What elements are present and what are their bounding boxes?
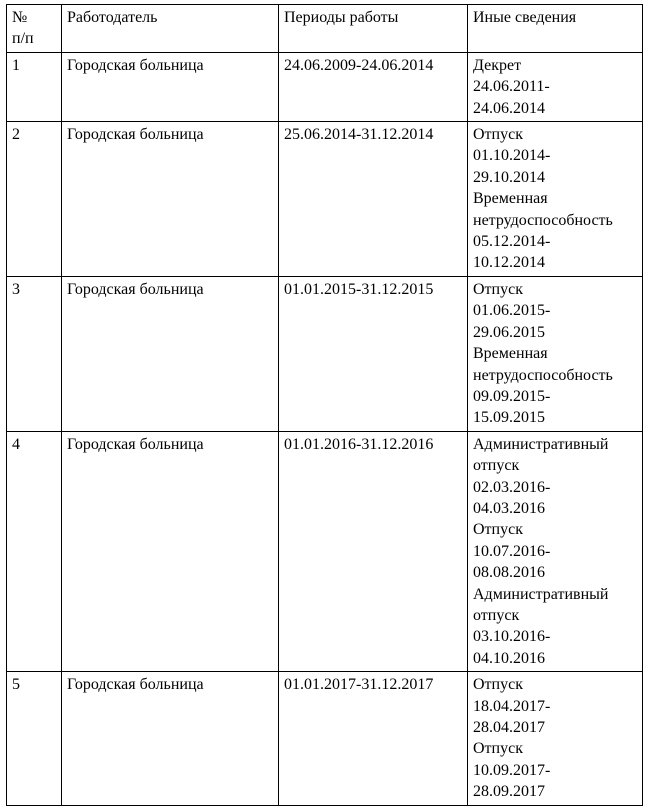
row-employer: Городская больница — [62, 672, 279, 805]
info-line: 28.09.2017 — [473, 783, 545, 801]
info-line: Временная — [473, 190, 548, 208]
table-row — [7, 431, 643, 671]
header-other-info: Иные сведения — [468, 5, 643, 53]
row-number: 3 — [7, 276, 62, 431]
row-other-info — [468, 431, 643, 671]
info-line: 10.12.2014 — [473, 254, 545, 272]
info-line: 05.12.2014- — [473, 233, 551, 251]
row-period: 01.01.2015-31.12.2015 — [279, 276, 468, 431]
info-line: Административный — [473, 585, 609, 603]
row-number: 1 — [7, 52, 62, 121]
row-other-info — [468, 672, 643, 805]
row-other-info — [468, 122, 643, 277]
table-row — [7, 122, 643, 277]
info-line: 08.08.2016 — [473, 564, 545, 582]
info-line: отпуск — [473, 457, 520, 475]
row-other-info — [468, 52, 643, 121]
row-period: 25.06.2014-31.12.2014 — [279, 122, 468, 277]
info-line: Отпуск — [473, 676, 523, 694]
row-other-info — [468, 276, 643, 431]
header-number-line2: п/п — [12, 30, 34, 48]
row-number: 2 — [7, 122, 62, 277]
info-line: 01.10.2014- — [473, 147, 551, 165]
table-row — [7, 276, 643, 431]
info-line: 29.10.2014 — [473, 168, 545, 186]
row-employer: Городская больница — [62, 52, 279, 121]
info-line: 29.06.2015 — [473, 323, 545, 341]
info-line: Отпуск — [473, 280, 523, 298]
info-line: Административный — [473, 435, 609, 453]
header-periods: Периоды работы — [279, 5, 468, 53]
info-line: 10.09.2017- — [473, 761, 551, 779]
info-line: Временная — [473, 345, 548, 363]
info-line: 24.06.2011- — [473, 78, 550, 96]
info-line: Декрет — [473, 56, 522, 74]
info-line: 09.09.2015- — [473, 387, 551, 405]
info-line: нетрудоспособность — [473, 366, 613, 384]
info-line: отпуск — [473, 606, 520, 624]
info-line: 03.10.2016- — [473, 628, 551, 646]
info-line: Отпуск — [473, 740, 523, 758]
header-number — [7, 5, 62, 53]
row-number: 5 — [7, 672, 62, 805]
info-line: Отпуск — [473, 126, 523, 144]
employment-history-table — [6, 4, 643, 806]
row-period: 01.01.2016-31.12.2016 — [279, 431, 468, 671]
info-line: 02.03.2016- — [473, 478, 551, 496]
table-header-row — [7, 5, 643, 53]
row-employer: Городская больница — [62, 431, 279, 671]
row-period: 01.01.2017-31.12.2017 — [279, 672, 468, 805]
header-number-line1: № — [12, 9, 28, 26]
row-period: 24.06.2009-24.06.2014 — [279, 52, 468, 121]
row-employer: Городская больница — [62, 276, 279, 431]
info-line: 04.03.2016 — [473, 499, 545, 517]
info-line: 04.10.2016 — [473, 649, 545, 667]
info-line: 24.06.2014 — [473, 99, 545, 117]
table-row — [7, 52, 643, 121]
header-employer: Работодатель — [62, 5, 279, 53]
info-line: 10.07.2016- — [473, 542, 551, 560]
row-number: 4 — [7, 431, 62, 671]
info-line: нетрудоспособность — [473, 211, 613, 229]
info-line: 28.04.2017 — [473, 719, 545, 736]
info-line: 01.06.2015- — [473, 302, 551, 320]
info-line: 18.04.2017- — [473, 697, 551, 715]
table-row — [7, 672, 643, 805]
info-line: 15.09.2015 — [473, 409, 545, 427]
info-line: Отпуск — [473, 521, 523, 539]
row-employer: Городская больница — [62, 122, 279, 277]
